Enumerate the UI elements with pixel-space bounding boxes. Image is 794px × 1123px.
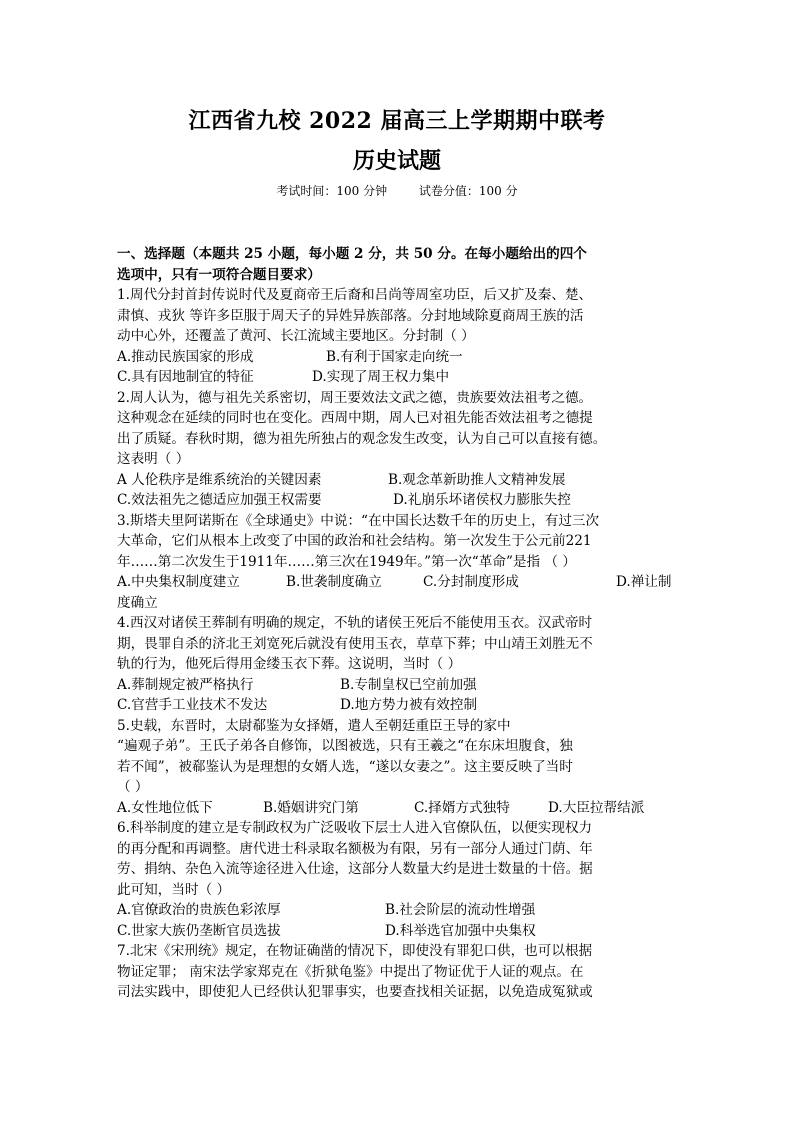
question-1-line: 动中心外，还覆盖了黄河、长江流域主要地区。分封制（ ）: [117, 328, 475, 344]
question-1-options-row: [117, 347, 677, 368]
exam-subtitle: 历史试题: [352, 148, 441, 174]
question-6-line: 的再分配和再调整。唐代进士科录取名额极为有限，另有一部分人通过门荫、年: [117, 840, 593, 857]
question-2-line: 2.周人认为，德与祖先关系密切，周王要效法文武之德，贵族要效法祖考之德。: [117, 389, 593, 406]
section-heading-line: 选项中，只有一项符合题目要求）: [117, 266, 321, 283]
q3-option-b: B.世袭制度确立: [286, 574, 382, 590]
exam-time: 考试时间：100 分钟: [276, 184, 388, 198]
exam-body: [117, 244, 677, 1003]
q4-option-c: C.官营手工业技术不发达: [117, 697, 268, 713]
q6-option-a: A.官僚政治的贵族色彩浓厚: [117, 902, 281, 918]
exam-meta: [0, 182, 794, 199]
question-6-line: 劳、捐纳、杂色入流等途径进入仕途，这部分人数量大约是进士数量的十倍。据: [117, 861, 593, 877]
question-1-line: 1.周代分封首封传说时代及夏商帝王后裔和吕尚等周室功臣，后又扩及秦、楚、: [117, 287, 593, 303]
question-5-line: 若不闻”，被郗鉴认为是理想的女婿人选，“遂以女妻之”。这主要反映了当时: [117, 758, 573, 775]
q1-option-c: C.具有因地制宜的特征: [117, 369, 254, 385]
q2-option-b: B.观念革新助推人文精神发展: [388, 471, 566, 488]
q2-option-d: D.礼崩乐坏诸侯权力膨胀失控: [393, 492, 571, 508]
q4-option-b: B.专制皇权已空前加强: [340, 676, 477, 693]
question-2-options-row: [117, 470, 677, 491]
question-5-line: “遍观子弟”。王氏子弟各自修饰，以图被选，只有王羲之“在东床坦腹食，独: [117, 738, 573, 754]
question-7-line: 物证定罪； 南宋法学家郑克在《折狱龟鉴》中提出了物证优于人证的观点。在: [117, 963, 584, 980]
question-3-line: 大革命，它们从根本上改变了中国的政治和社会结构。第一次发生于公元前221: [117, 533, 592, 549]
q5-option-b: B.婚姻讲究门第: [263, 799, 359, 816]
question-4-options-row: [117, 675, 677, 696]
question-7-line: 司法实践中，即使犯人已经供认犯罪事实，也要查找相关证据，以免造成冤狱或: [117, 984, 593, 1000]
q5-option-a: A.女性地位低下: [117, 799, 213, 816]
section-heading-line: 一、选择题（本题共 25 小题，每小题 2 分，共 50 分。在每小题给出的四个: [117, 246, 587, 262]
exam-title: 江西省九校 2022 届高三上学期期中联考: [188, 108, 606, 134]
question-5-options-row: [117, 798, 677, 819]
q6-option-b: B.社会阶层的流动性增强: [385, 902, 536, 918]
q1-option-d: D.实现了周王权力集中: [312, 369, 450, 385]
q6-option-c: C.世家大族仍垄断官员选拔: [117, 922, 281, 939]
question-2-line: 出了质疑。春秋时期，德为祖先所独占的观念发生改变，认为自己可以直接有德。: [117, 430, 607, 447]
question-3-options-row: [117, 572, 677, 593]
question-2-line: 这种观念在延续的同时也在变化。西周中期，周人已对祖先能否效法祖考之德提: [117, 410, 593, 426]
question-4-line: 期，畏罪自杀的济北王刘宽死后就没有使用玉衣，草草下葬；中山靖王刘胜无不: [117, 635, 593, 652]
q4-option-a: A.葬制规定被严格执行: [117, 676, 254, 693]
q3-option-d: D.禅让制: [616, 574, 672, 590]
question-5-line: 5.史载，东晋时，太尉郗鉴为女择婿，遣人至朝廷重臣王导的家中: [117, 717, 511, 734]
question-4-line: 轨的行为，他死后得用金缕玉衣下葬。这说明，当时（ ）: [117, 656, 462, 672]
question-3-line: 3.斯塔夫里阿诺斯在《全球通史》中说：“在中国长达数千年的历史上，有过三次: [117, 512, 600, 529]
question-6-line: 6.科举制度的建立是专制政权为广泛吸收下层士人进入官僚队伍，以便实现权力: [117, 820, 593, 836]
question-2-options-row: [117, 490, 677, 511]
q4-option-d: D.地方势力被有效控制: [340, 697, 478, 713]
question-3-line: 年……第二次发生于1911年……第三次在1949年。”第一次“革命”是指 （ ）: [117, 553, 576, 570]
question-6-options-row: [117, 900, 677, 921]
q5-option-c: C.择婿方式独特: [414, 799, 510, 816]
q2-option-c: C.效法祖先之德适应加强王权需要: [117, 492, 322, 508]
q1-option-b: B.有利于国家走向统一: [326, 348, 463, 365]
question-5-line: （ ）: [117, 779, 149, 795]
question-4-line: 4.西汉对诸侯王葬制有明确的规定，不轨的诸侯王死后不能使用玉衣。汉武帝时: [117, 615, 593, 631]
question-3-option-d-continued: 度确立: [117, 594, 158, 611]
question-2-line: 这表明（ ）: [117, 451, 190, 467]
question-4-options-row: [117, 695, 677, 716]
q2-option-a: A 人伦秩序是维系统治的关键因素: [117, 471, 322, 488]
question-1-options-row: [117, 367, 677, 388]
question-6-line: 此可知，当时（ ）: [117, 881, 231, 898]
question-7-line: 7.北宋《宋刑统》规定，在物证确凿的情况下，即使没有罪犯口供，也可以根据: [117, 943, 593, 959]
q3-option-c: C.分封制度形成: [423, 574, 519, 590]
question-1-line: 肃慎、戎狄 等许多臣服于周天子的异姓异族部落。分封地域除夏商周王族的活: [117, 307, 584, 324]
q1-option-a: A.推动民族国家的形成: [117, 348, 254, 365]
exam-score: 试卷分值：100 分: [418, 184, 518, 198]
q6-option-d: D.科举选官加强中央集权: [385, 922, 536, 939]
q3-option-a: A.中央集权制度建立: [117, 574, 240, 590]
q5-option-d: D.大臣拉帮结派: [548, 799, 645, 816]
question-6-options-row: [117, 921, 677, 942]
